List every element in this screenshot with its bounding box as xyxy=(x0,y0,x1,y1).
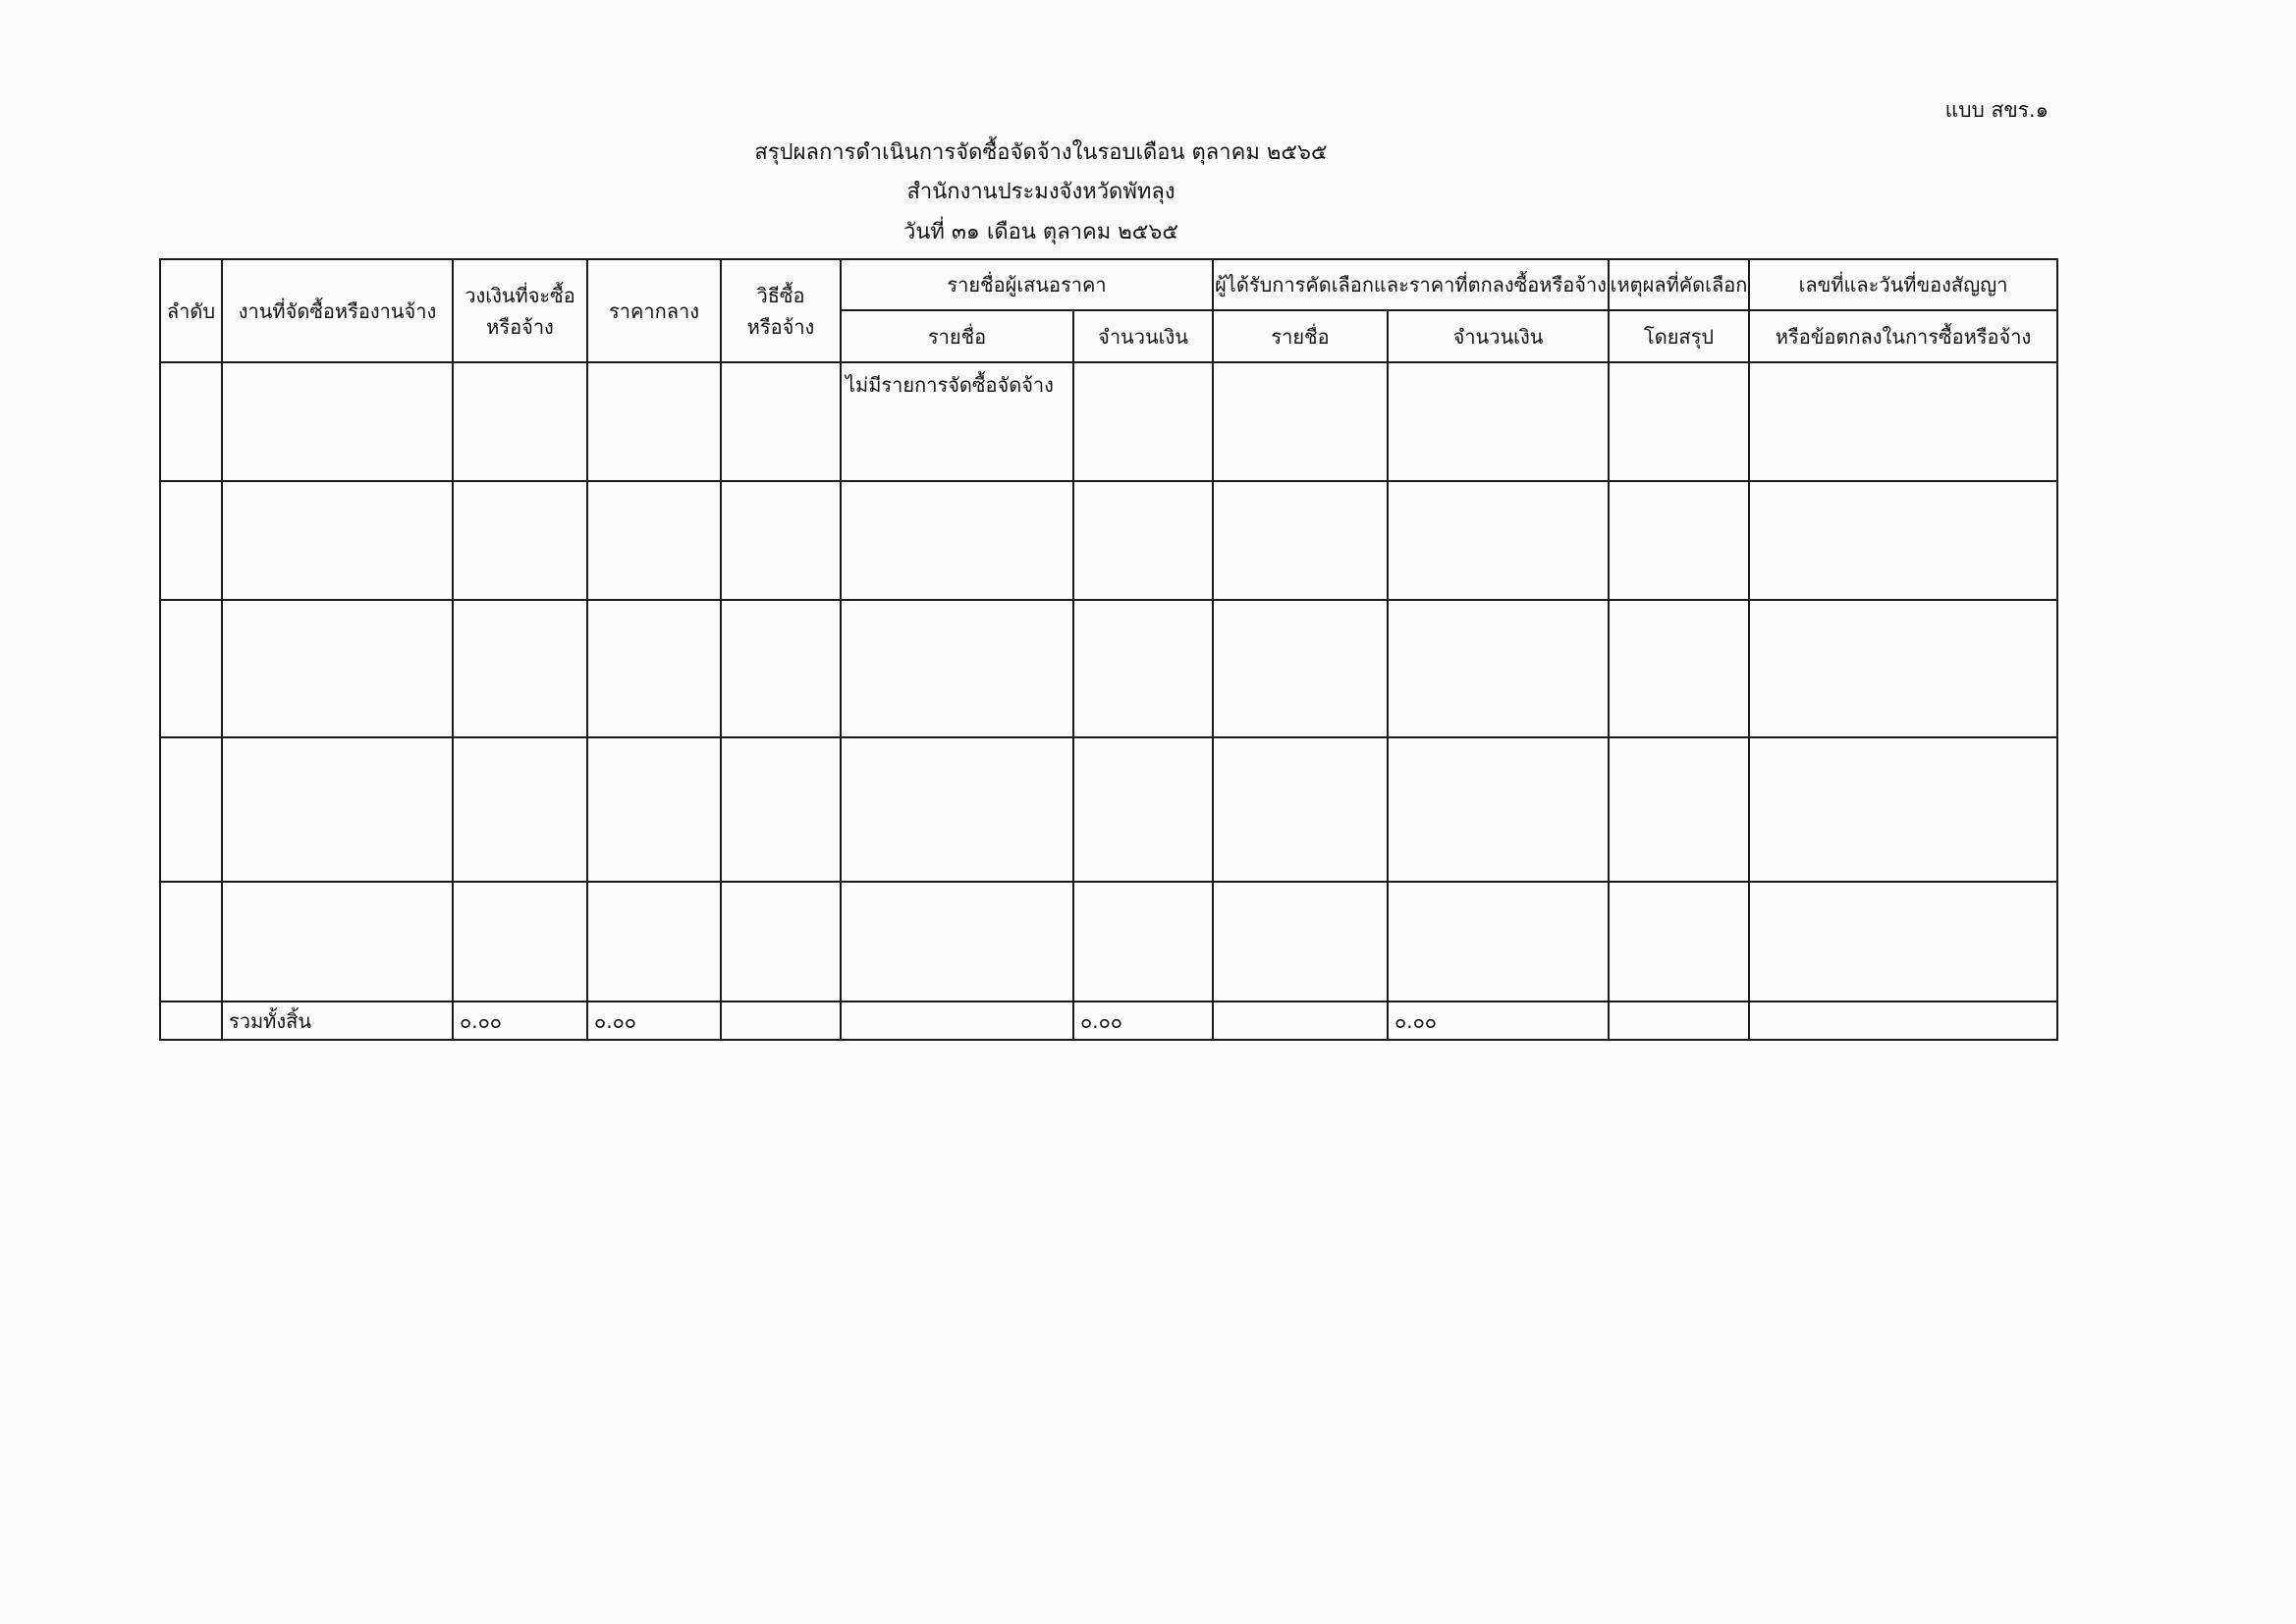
header-budget-line1: วงเงินที่จะซื้อ xyxy=(465,283,575,307)
total-selected-amount: ๐.๐๐ xyxy=(1388,1001,1609,1040)
header-contract-line1: เลขที่และวันที่ของสัญญา xyxy=(1749,259,2057,310)
header-method-line2: หรือจ้าง xyxy=(746,314,815,339)
header-seq: ลำดับ xyxy=(160,259,222,362)
header-reason-line1: เหตุผลที่คัดเลือก xyxy=(1609,259,1749,310)
header-median-price: ราคากลาง xyxy=(587,259,721,362)
report-date: วันที่ ๓๑ เดือน ตุลาคม ๒๕๖๕ xyxy=(902,220,1179,244)
header-work: งานที่จัดซื้อหรืองานจ้าง xyxy=(222,259,453,362)
procurement-table xyxy=(159,258,2058,1041)
table-row xyxy=(160,737,2057,882)
table-row xyxy=(160,362,2057,481)
header-selected-amount: จำนวนเงิน xyxy=(1388,310,1609,362)
header-budget-line2: หรือจ้าง xyxy=(486,314,554,339)
header-selected-group: ผู้ได้รับการคัดเลือกและราคาที่ตกลงซื้อหรือจ้าง xyxy=(1213,259,1609,310)
no-procurement-note: ไม่มีรายการจัดซื้อจัดจ้าง xyxy=(841,362,1073,481)
header-bidders-amount: จำนวนเงิน xyxy=(1073,310,1213,362)
table-row xyxy=(160,481,2057,600)
office-name: สำนักงานประมงจังหวัดพัทลุง xyxy=(906,180,1175,204)
form-code: แบบ สขร.๑ xyxy=(1944,98,2049,122)
table-row xyxy=(160,882,2057,1001)
header-contract-line2: หรือข้อตกลงในการซื้อหรือจ้าง xyxy=(1749,310,2057,362)
total-label: รวมทั้งสิ้น xyxy=(222,1001,453,1040)
header-method-line1: วิธีซื้อ xyxy=(756,283,805,307)
table-row xyxy=(160,600,2057,737)
document-title: สรุปผลการดำเนินการจัดซื้อจัดจ้างในรอบเดือน ตุลาคม ๒๕๖๕ xyxy=(754,140,1328,165)
header-reason-line2: โดยสรุป xyxy=(1609,310,1749,362)
header-bidders-name: รายชื่อ xyxy=(841,310,1073,362)
total-bidders-amount: ๐.๐๐ xyxy=(1073,1001,1213,1040)
total-median-price: ๐.๐๐ xyxy=(587,1001,721,1040)
header-bidders-group: รายชื่อผู้เสนอราคา xyxy=(841,259,1213,310)
header-method xyxy=(721,259,841,362)
total-row xyxy=(160,1001,2057,1040)
total-budget: ๐.๐๐ xyxy=(453,1001,587,1040)
header-budget xyxy=(453,259,587,362)
header-selected-name: รายชื่อ xyxy=(1213,310,1388,362)
